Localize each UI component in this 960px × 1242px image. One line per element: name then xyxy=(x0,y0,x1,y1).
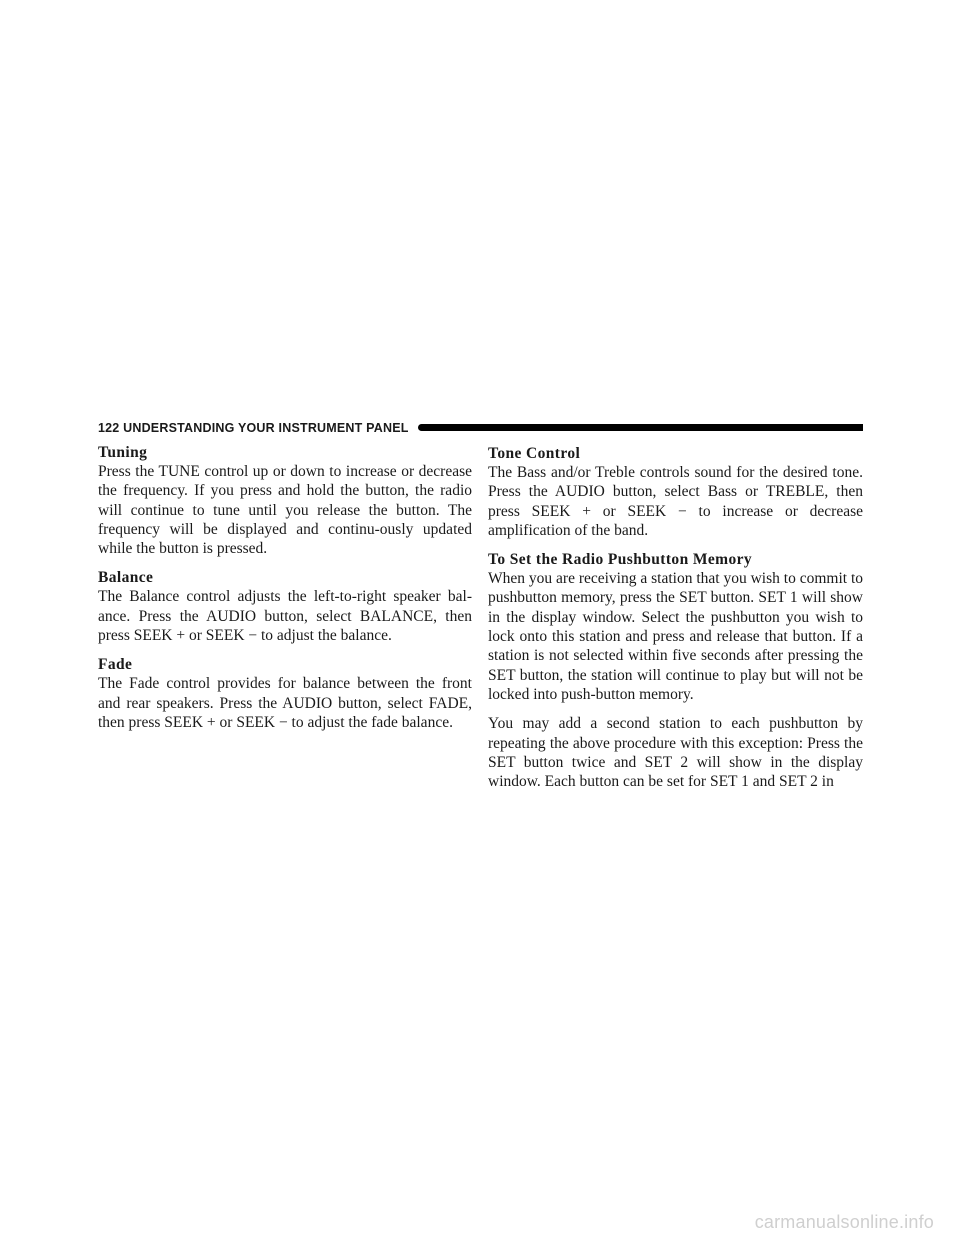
page-header xyxy=(98,420,863,436)
tuning-paragraph: Press the TUNE control up or down to increase or decrease the frequency. If you press and hold the button, the radio will continue to tune until you release the button. The frequency will be displayed and continu-ously updated while the button is pressed. xyxy=(98,463,472,558)
tuning-heading: Tuning xyxy=(98,444,148,461)
tone-control-paragraph: The Bass and/or Treble controls sound for the desired tone. Press the AUDIO button, select Bass or TREBLE, then press SEEK + or SEEK − to increase or decrease amplification of the band. xyxy=(488,464,863,539)
balance-paragraph: The Balance control adjusts the left-to-right speaker bal-ance. Press the AUDIO button, select BALANCE, then press SEEK + or SEEK − to adjust the balance. xyxy=(98,588,472,645)
header-rule xyxy=(418,424,863,431)
pushbutton-memory-paragraph-1: When you are receiving a station that you wish to commit to pushbutton memory, press the SET button. SET 1 will show in the display window. Select the pushbutton you wish to lock onto this station and press and release that button. If a station is not selected within five seconds after pressing the SET button, the station will continue to play but will not be locked into push-button memory. xyxy=(488,570,863,703)
pushbutton-memory-heading: To Set the Radio Pushbutton Memory xyxy=(488,551,753,569)
fade-heading: Fade xyxy=(98,656,133,674)
tone-control-heading: Tone Control xyxy=(488,445,581,462)
fade-paragraph: The Fade control provides for balance between the front and rear speakers. Press the AUDIO button, select FADE, then press SEEK + or SEEK − to adjust the fade balance. xyxy=(98,675,472,731)
site-watermark: carmanualsonline.info xyxy=(754,1212,934,1232)
right-column xyxy=(488,443,863,791)
pushbutton-memory-paragraph-2: You may add a second station to each pushbutton by repeating the above procedure with this exception: Press the SET button twice and SET 2 will show in the display window. Each button can be set for SET 1 and SET 2 in xyxy=(488,715,863,791)
page-number-and-section-title: 122 UNDERSTANDING YOUR INSTRUMENT PANEL xyxy=(98,421,409,435)
balance-heading: Balance xyxy=(98,569,154,587)
left-column xyxy=(98,443,472,732)
